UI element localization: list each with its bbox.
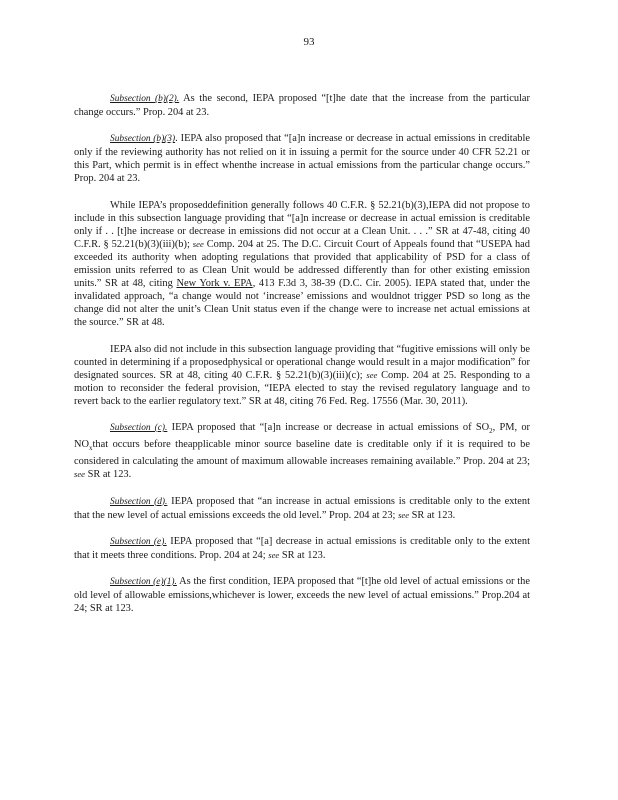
see-signal: see (398, 509, 410, 520)
paragraph-fugitive-emissions (74, 343, 530, 408)
paragraph-text: Comp. 204 at 25. Responding to a motion to reconsider the federal provision, “IEPA elected to stay the revised regulatory language and to revert back to the earlier regulatory text.” SR at 48, citing 76 Fed. Reg. 17556 (Mar. 30, 2011). (74, 369, 530, 407)
paragraph-text: , PM, or NO (74, 421, 530, 451)
paragraph-subsection-b2 (74, 92, 530, 119)
subsection-label: Subsection (b)(3) (110, 134, 176, 145)
see-signal: see (366, 369, 378, 380)
subsection-label: Subsection (e). (110, 536, 167, 547)
see-signal: see (192, 238, 204, 249)
paragraph-text: While IEPA’s proposeddefinition generally follows 40 C.F.R. § 52.21(b)(3),IEPA did not propose to include in this subsection language providing that “[a]n increase or decrease in actual emission is creditable only if . . [t]he increase or decrease in emissions did not occur at a Clean Unit. . . .” SR at 47-48, citing 40 C.F.R. § 52.21(b)(3)(iii)(b); (74, 199, 530, 250)
case-citation: New York v. EPA (176, 278, 253, 290)
see-signal: see (74, 469, 85, 480)
subscript: x (89, 444, 93, 453)
subscript: 2 (489, 427, 493, 436)
paragraph-text: SR at 123. (87, 469, 132, 481)
paragraph-text: that occurs before theapplicable minor source baseline date is creditable only if it is required to be considered in calculating the amount of maximum allowable increases remaining available.” Prop. 204 at 23; (74, 439, 530, 468)
paragraph-subsection-d (74, 495, 530, 522)
subsection-label: Subsection (d). (110, 496, 168, 507)
subsection-label: Subsection (b)(2). (110, 94, 180, 104)
paragraph-text: . IEPA also proposed that “[a]n increase or decrease in actual emissions in creditable only if the reviewing authority has not relied on it in issuing a permit for the source under 40 CFR 52.21 or this Part, which permit is in effect whenthe increase in actual emissions from the particular change occurs.” Prop. 204 at 23. (74, 133, 530, 185)
page-number: 93 (303, 36, 315, 48)
paragraph-text: IEPA proposed that “[a]n increase or decrease in actual emissions of SO (171, 421, 490, 433)
paragraph-text: SR at 123. (281, 549, 326, 561)
paragraph-text: IEPA also did not include in this subsection language providing that “fugitive emissions will only be counted in determining if a proposedphysical or operational change would result in a major modification” for designated sources. SR at 48, citing 40 C.F.R. § 52.21(b)(3)(iii)(c); (74, 343, 530, 381)
paragraph-text: IEPA proposed that “[a] decrease in actual emissions is creditable only to the extent that it meets three conditions. Prop. 204 at 24; (74, 535, 530, 561)
paragraph-subsection-e1 (74, 575, 530, 615)
see-signal: see (268, 549, 280, 560)
subsection-label: Subsection (c). (110, 422, 168, 433)
subsection-label: Subsection (e)(1). (110, 576, 177, 587)
paragraph-subsection-b3 (74, 132, 530, 185)
paragraph-clean-unit (74, 199, 530, 330)
paragraph-subsection-e (74, 535, 530, 562)
paragraph-text: SR at 123. (411, 509, 456, 521)
paragraph-text: As the second, IEPA proposed “[t]he date that the increase from the particular change occurs.” Prop. 204 at 23. (74, 93, 531, 119)
document-body (74, 92, 530, 628)
paragraph-text: Comp. 204 at 25. The D.C. Circuit Court of Appeals found that “USEPA had exceeded its authority when adopting regulations that provided that applicability of PSD for a class of emission units referred to as Clean Unit would be addressed differently than for other existing emission units.” SR at 48, citing (74, 238, 530, 290)
paragraph-text: As the first condition, IEPA proposed that “[t]he old level of actual emissions or the old level of allowable emissions,whichever is lower, exceeds the new level of actual emissions.” Prop.204 at 24; SR at 123. (74, 575, 530, 615)
paragraph-text: , 413 F.3d 3, 38-39 (D.C. Cir. 2005). IEPA stated that, under the invalidated approach, “a change would not ‘increase’ emissions and wouldnot trigger PSD so long as the change did not alter the unit’s Clean Unit status even if the change were to increase net actual emissions at the source.” SR at 48. (74, 278, 530, 329)
paragraph-subsection-c (74, 421, 530, 482)
paragraph-text: IEPA proposed that “an increase in actual emissions is creditable only to the extent that the new level of actual emissions exceeds the old level.” Prop. 204 at 23; (74, 495, 530, 521)
